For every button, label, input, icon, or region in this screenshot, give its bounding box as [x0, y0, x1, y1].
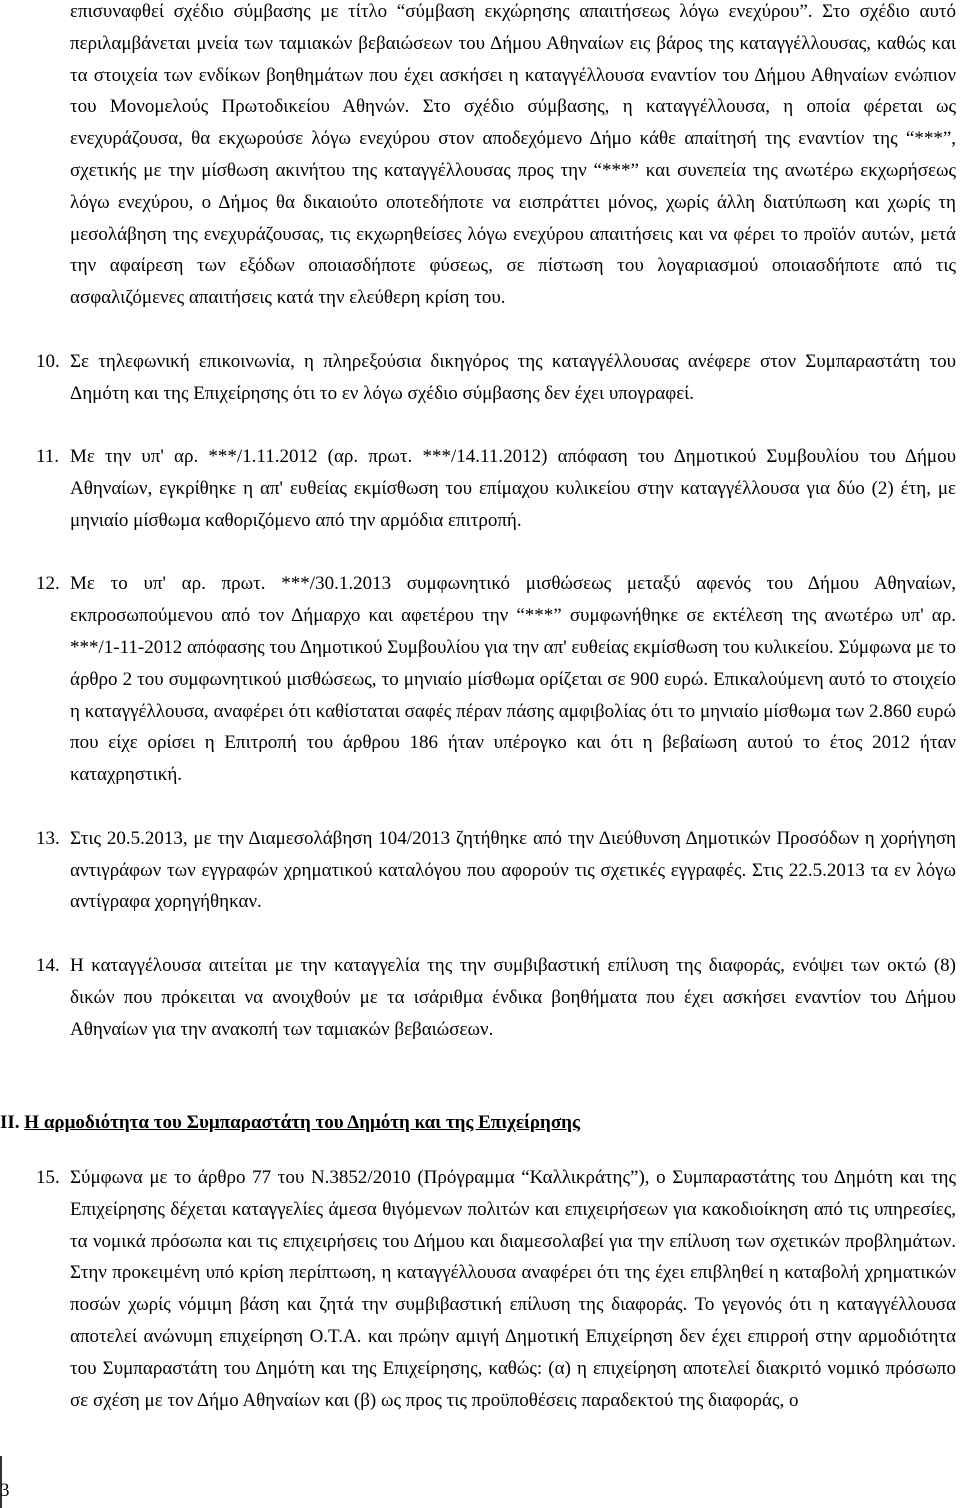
paragraph-number: 15.: [36, 1167, 60, 1188]
paragraph-number: 11.: [36, 446, 60, 468]
section-title: Η αρμοδιότητα του Συμπαραστάτη του Δημότη και της Επιχείρησης: [24, 1112, 580, 1133]
spacer: [70, 918, 956, 950]
paragraph-number: 14.: [36, 954, 60, 976]
paragraph-text: Η καταγγέλουσα αιτείται με την καταγγελία της την συμβιβαστική επίλυση της διαφοράς, ενόψει των οκτώ (8) δικών που πρόκειται να ανοιχθούν με τα ισάριθμα ένδικα βοηθήματα που έχει ασκήσει εναντίον του Δήμου Αθηναίων για την ανακοπή των ταμιακών βεβαιώσεων.: [70, 954, 956, 1040]
paragraph-text: Σε τηλεφωνική επικοινωνία, η πληρεξούσια δικηγόρος της καταγγέλλουσας ανέφερε στον Συμπαραστάτη του Δημότη και της Επιχείρησης ότι το εν λόγω σχέδιο σύμβασης δεν έχει υπογραφεί.: [70, 350, 956, 404]
spacer: [70, 314, 956, 346]
paragraph-number: 13.: [36, 827, 60, 849]
paragraph-number: 12.: [36, 573, 60, 595]
section-heading: [0, 1107, 580, 1139]
spacer: [70, 409, 956, 441]
paragraph-12: [36, 568, 956, 791]
paragraph-number: 10.: [36, 350, 60, 372]
paragraph-14: [36, 950, 956, 1045]
paragraph-text: Με την υπ' αρ. ***/1.11.2012 (αρ. πρωτ. ***/14.11.2012) απόφαση του Δημοτικού Συμβουλίου του Δήμου Αθηναίων, εγκρίθηκε η απ' ευθείας εκμίσθωση του επίμαχου κυλικείου στην καταγγέλλουσα για δύο (2) έτη, με μηνιαίο μίσθωμα καθοριζόμενο από την αρμόδια επιτροπή.: [70, 446, 956, 531]
spacer: [70, 537, 956, 569]
paragraph-13: [36, 823, 956, 918]
section-number: ΙΙ.: [0, 1112, 20, 1133]
document-body: [36, 0, 956, 1045]
paragraph-11: [36, 441, 956, 536]
paragraph-text: Με το υπ' αρ. πρωτ. ***/30.1.2013 συμφωνητικό μισθώσεως μεταξύ αφενός του Δήμου Αθηναίων, εκπροσωπούμενου από τον Δήμαρχο και αφετέρου την “***” συμφωνήθηκε σε εκτέλεση της ανωτέρω υπ' αρ. ***/1-11-2012 απόφασης του Δημοτικού Συμβουλίου για την απ' ευθείας εκμίσθωση του κυλικείου. Σύμφωνα με το άρθρο 2 του συμφωνητικού μισθώσεως, το μηνιαίο μίσθωμα ορίζεται σε 900 ευρώ. Επικαλούμενη αυτό το στοιχείο η καταγγέλλουσα, αναφέρει ότι καθίσταται σαφές πέραν πάσης αμφιβολίας ότι το μηνιαίο μίσθωμα των 2.860 ευρώ που είχε ορίσει η Επιτροπή του άρθρου 186 ήταν υπέρογκο και ότι η βεβαίωση αυτού το έτος 2012 ήταν καταχρηστική.: [70, 573, 956, 786]
paragraph-text: Στις 20.5.2013, με την Διαμεσολάβηση 104/2013 ζητήθηκε από την Διεύθυνση Δημοτικών Προσόδων η χορήγηση αντιγράφων των εγγραφών χρηματικού καταλόγου που αφορούν τις σχετικές εγγραφές. Στις 22.5.2013 τα εν λόγω αντίγραφα χορηγήθηκαν.: [70, 827, 956, 913]
intro-paragraph: επισυναφθεί σχέδιο σύμβασης με τίτλο “σύμβαση εκχώρησης απαιτήσεως λόγω ενεχύρου”. Στο σχέδιο αυτό περιλαμβάνεται μνεία των ταμιακών βεβαιώσεων του Δήμου Αθηναίων εις βάρος της καταγγέλλουσας, καθώς και τα στοιχεία των ενδίκων βοηθημάτων που έχει ασκήσει η καταγγέλλουσα εναντίον του Δήμου Αθηναίων ενώπιον του Μονομελούς Πρωτοδικείου Αθηνών. Στο σχέδιο σύμβασης, η καταγγέλλουσα, η οποία φέρεται ως ενεχυράζουσα, θα εκχωρούσε λόγω ενεχύρου στον αποδεχόμενο Δήμο κάθε απαίτησή της εναντίον της “***”, σχετικής με την μίσθωση ακινήτου της καταγγέλλουσας προς την “***” και συνεπεία της ανωτέρω εκχωρήσεως λόγω ενεχύρου, ο Δήμος θα δικαιούτο οποτεδήποτε να εισπράττει μόνος, χωρίς άλλη διατύπωση και χωρίς τη μεσολάβηση της ενεχυράζουσας, τις εκχωρηθείσες λόγω ενεχύρου απαιτήσεις και να φέρει το προϊόν αυτών, μετά την αφαίρεση των εξόδων οποιασδήποτε φύσεως, σε πίστωση του λογαριασμού οποιασδήποτε από τις ασφαλιζόμενες απαιτήσεις κατά την ελεύθερη κρίση του.: [70, 1, 956, 309]
spacer: [70, 791, 956, 823]
paragraph-15: [36, 1162, 956, 1416]
page-number: 3: [0, 1480, 10, 1501]
paragraph-text: Σύμφωνα με το άρθρο 77 του Ν.3852/2010 (Πρόγραμμα “Καλλικράτης”), ο Συμπαραστάτης του Δημότη και της Επιχείρησης δέχεται καταγγελίες άμεσα θιγόμενων πολιτών και επιχειρήσεων για κακοδιοίκηση από τις υπηρεσίες, τα νομικά πρόσωπα και τις επιχειρήσεις του Δήμου και διαμεσολαβεί για την επίλυση των σχετικών προβλημάτων. Στην προκειμένη υπό κρίση περίπτωση, η καταγγέλλουσα αναφέρει ότι της έχει επιβληθεί η καταβολή χρηματικών ποσών χωρίς νόμιμη βάση και ζητά την συμβιβαστική επίλυση της διαφοράς. Το γεγονός ότι η καταγγέλλουσα αποτελεί ανώνυμη επιχείρηση Ο.Τ.Α. και πρώην αμιγή Δημοτική Επιχείρηση δεν έχει επιρροή στην αρμοδιότητα του Συμπαραστάτη του Δημότη και της Επιχείρησης, καθώς: (α) η επιχείρηση αποτελεί διακριτό νομικό πρόσωπο σε σχέση με τον Δήμο Αθηναίων και (β) ως προς τις προϋποθέσεις παραδεκτού της διαφοράς, ο: [70, 1167, 956, 1411]
paragraph-10: [36, 346, 956, 410]
